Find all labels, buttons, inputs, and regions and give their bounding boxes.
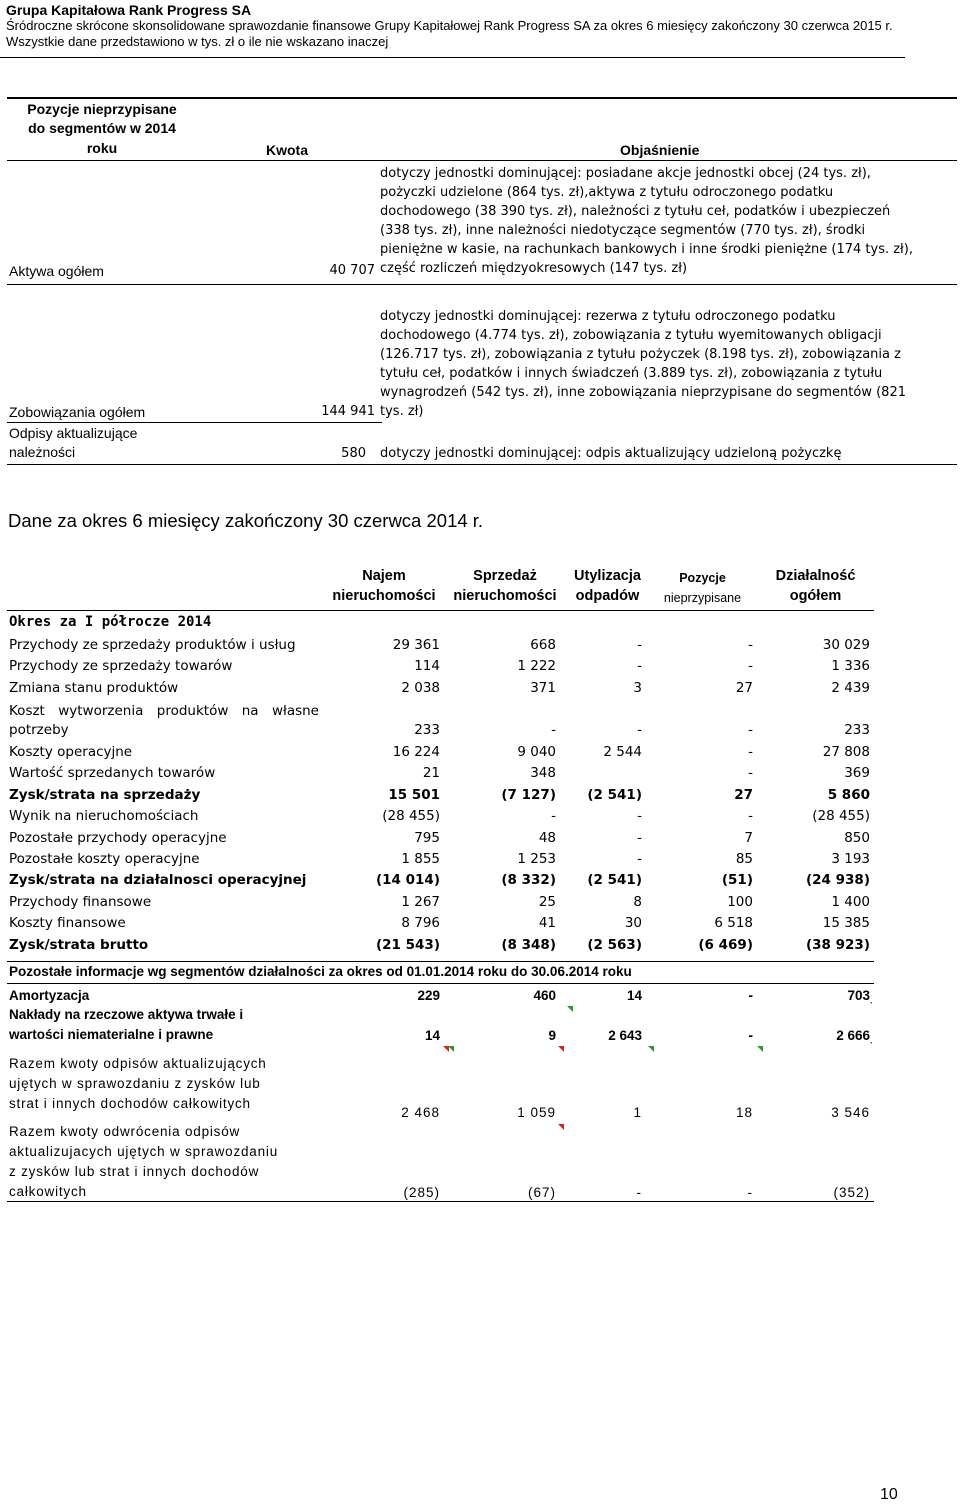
cell-value: 48	[538, 829, 556, 846]
cell-value: 8 796	[401, 915, 440, 932]
col-header-total: Działalność ogółem	[775, 568, 856, 604]
cell-value: (67)	[527, 1185, 556, 1200]
explanation-writeoffs: dotyczy jednostki dominującej: odpis aktualizujący udzieloną pożyczkę	[380, 446, 842, 461]
cell-value: 850	[844, 829, 870, 846]
table-row	[9, 828, 874, 849]
row-label: Zysk/strata na sprzedaży	[9, 786, 201, 803]
cell-value: -	[637, 829, 642, 846]
table-row	[9, 806, 874, 827]
col-header-sale: Sprzedaż nieruchomości	[453, 568, 557, 604]
row-label: Przychody finansowe	[9, 893, 152, 910]
cell-value: -	[551, 722, 556, 738]
row-label: Nakłady na rzeczowe aktywa trwałe i wartości niematerialne i prawne	[9, 1007, 244, 1042]
table-row	[9, 935, 874, 956]
cell-value: (28 455)	[812, 808, 870, 825]
row-border	[7, 284, 957, 285]
other-info-title: Pozostałe informacje wg segmentów działalności za okres od 01.01.2014 roku do 30.06.2014 roku	[9, 964, 632, 979]
cell-value: 15 385	[822, 915, 870, 932]
row-label-writeoffs: Odpisy aktualizujące należności	[9, 425, 138, 460]
section-title: Dane za okres 6 miesięcy zakończony 30 czerwca 2014 r.	[8, 510, 484, 531]
table-row	[9, 635, 874, 656]
amount-writeoffs: 580	[341, 446, 366, 461]
cell-value: 1 855	[401, 851, 440, 867]
cell-value: 114	[414, 658, 440, 675]
table-row	[9, 763, 874, 784]
cell-value: 25	[538, 893, 556, 910]
other-title-border	[7, 983, 874, 984]
row-label: Wartość sprzedanych towarów	[9, 765, 216, 782]
cell-value: -	[748, 988, 753, 1003]
row-label-liabilities: Zobowiązania ogółem	[9, 404, 146, 420]
comment-marker-green	[757, 1046, 763, 1052]
cell-value: 5 860	[827, 786, 870, 803]
explanation-assets: dotyczy jednostki dominującej: posiadane akcje jednostki obcej (24 tys. zł), pożyczki udzielone (864 tys. zł),aktywa z tytułu odroczonego podatku dochodowego (38 390 tys. zł), należności z tytułu ceł, podatków i ubezpieczeń (338 tys. zł), inne należności niedotyczące segmentów (770 tys. zł), środki pieniężne w kasie, na rachunkach bankowych i inne środki pieniężne (174 tys. zł), część rozliczeń międzyokresowych (147 tys. zł)	[380, 166, 913, 276]
comment-marker-green	[448, 1046, 454, 1052]
comment-marker-small	[870, 1042, 872, 1044]
cell-value: (2 541)	[587, 872, 642, 889]
cell-value: 2 544	[603, 744, 642, 760]
cell-value: (21 543)	[375, 936, 440, 953]
amount-assets: 40 707	[329, 263, 375, 278]
cell-value: 2 439	[831, 679, 870, 696]
explanation-liabilities: dotyczy jednostki dominującej: rezerwa z tytułu odroczonego podatku dochodowego (4.774 tys. zł), zobowiązania z tytułu wyemitowanych obligacji (126.717 tys. zł), zobowiązania z tytułu pożyczek (8.198 tys. zł), zobowiązania z tytułu ceł, podatków i innych świadczeń (3.889 tys. zł), zobowiązania z tytułu wynagrodzeń (542 tys. zł), inne zobowiązania nieprzypisane do segmentów (821 tys. zł)	[380, 309, 906, 419]
row-label: Wynik na nieruchomościach	[9, 808, 199, 825]
cell-value: 1 336	[831, 658, 870, 675]
segments-header-border	[7, 610, 874, 611]
cell-value: -	[637, 722, 642, 738]
cell-value: 30	[624, 915, 642, 932]
table-top-border	[7, 97, 957, 99]
cell-value: 3 546	[831, 1105, 870, 1120]
cell-value: 2 643	[608, 1028, 642, 1043]
col-header-unallocated: Pozycje nieprzypisane	[663, 571, 742, 605]
cell-value: 9 040	[517, 744, 556, 760]
row-label: Koszty finansowe	[9, 915, 126, 932]
cell-value: 1 059	[517, 1105, 556, 1120]
cell-value: 27 808	[822, 744, 870, 760]
cell-value: 229	[417, 988, 440, 1003]
row-label: Zysk/strata brutto	[9, 936, 149, 953]
cell-value: (38 923)	[805, 936, 870, 953]
cell-value: 1 253	[517, 851, 556, 867]
document-header	[6, 2, 956, 50]
cell-value: -	[551, 808, 556, 825]
table-row	[9, 1182, 874, 1203]
cell-value: 668	[530, 637, 556, 653]
cell-value: 14	[424, 1028, 440, 1043]
header-row-border	[7, 160, 957, 161]
cell-value: 1	[633, 1105, 642, 1120]
cell-value: -	[748, 637, 753, 653]
report-subtitle: Śródroczne skrócone skonsolidowane sprawozdanie finansowe Grupy Kapitałowej Rank Progress SA za okres 6 miesięcy zakończony 30 czerwca 2015 r.	[6, 18, 893, 33]
col-header-amount: Kwota	[266, 142, 308, 158]
row-label: Amortyzacja	[9, 988, 90, 1003]
table-row	[9, 870, 874, 891]
cell-value: (51)	[721, 872, 753, 889]
cell-value: (24 938)	[805, 872, 870, 889]
other-top-border	[7, 961, 874, 962]
table-row	[9, 892, 874, 913]
row-label: Koszt wytworzenia produktów na własne potrzeby	[9, 703, 319, 738]
table-row	[9, 656, 874, 677]
cell-value: -	[748, 744, 753, 760]
table-row	[9, 678, 874, 699]
cell-value: 100	[727, 893, 753, 910]
table-row	[9, 1025, 874, 1046]
cell-value: 703	[847, 988, 870, 1003]
cell-value: -	[747, 1185, 753, 1200]
cell-value: 2 468	[401, 1105, 440, 1120]
units-note: Wszystkie dane przedstawiono w tys. zł o ile nie wskazano inaczej	[6, 34, 389, 49]
cell-value: -	[748, 1028, 753, 1043]
row-label: Przychody ze sprzedaży produktów i usług	[9, 637, 296, 653]
cell-value: -	[637, 851, 642, 867]
cell-value: -	[748, 658, 753, 675]
cell-value: (8 348)	[501, 936, 556, 953]
cell-value: 1 267	[401, 893, 440, 910]
cell-value: 6 518	[714, 915, 753, 932]
cell-value: -	[637, 637, 642, 653]
cell-value: 8	[633, 893, 642, 910]
comment-marker-small	[870, 1002, 872, 1004]
cell-value: -	[637, 658, 642, 675]
cell-value: 85	[735, 851, 753, 867]
cell-value: 369	[844, 765, 870, 782]
row-label: Razem kwoty odpisów aktualizujących ujętych w sprawozdaniu z zysków lub strat i innych dochodów całkowitych	[9, 1056, 267, 1111]
cell-value: 3	[633, 679, 642, 696]
cell-value: 1 400	[831, 893, 870, 910]
comment-marker-red	[558, 1046, 564, 1052]
amount-liabilities: 144 941	[321, 404, 375, 419]
company-name: Grupa Kapitałowa Rank Progress SA	[6, 2, 252, 18]
cell-value: 29 361	[392, 637, 440, 653]
cell-value: 21	[422, 765, 440, 782]
table-row	[9, 849, 874, 870]
cell-value: (2 541)	[587, 786, 642, 803]
row-label: Razem kwoty odwrócenia odpisów aktualizujacych ujętych w sprawozdaniu z zysków lub strat i innych dochodów całkowitych	[9, 1124, 279, 1199]
cell-value: 15 501	[388, 786, 440, 803]
header-divider	[0, 57, 905, 58]
cell-value: 795	[414, 829, 440, 846]
cell-value: 41	[538, 915, 556, 932]
comment-marker-red	[558, 1124, 564, 1130]
cell-value: (285)	[403, 1185, 440, 1200]
cell-value: -	[636, 1185, 642, 1200]
cell-value: 14	[626, 988, 642, 1003]
page-number: 10	[880, 1486, 898, 1503]
cell-value: 1 222	[517, 658, 556, 675]
cell-value: 18	[735, 1105, 753, 1120]
cell-value: 2 038	[401, 679, 440, 696]
cell-value: (14 014)	[375, 872, 440, 889]
cell-value: 460	[533, 988, 556, 1003]
row-label: Zmiana stanu produktów	[9, 679, 179, 696]
other-bottom-border	[7, 1201, 874, 1202]
table-row	[9, 913, 874, 934]
comment-marker-green	[567, 1006, 573, 1012]
cell-value: -	[748, 722, 753, 738]
cell-value: 7	[744, 829, 753, 846]
cell-value: 2 666	[836, 1028, 870, 1043]
cell-value: 9	[548, 1028, 556, 1043]
table-row	[9, 1102, 874, 1123]
table-row	[9, 742, 874, 763]
col-header-waste: Utylizacja odpadów	[574, 568, 641, 604]
cell-value: 16 224	[392, 744, 440, 760]
cell-value: 3 193	[831, 851, 870, 867]
row-label: Pozostałe przychody operacyjne	[9, 829, 227, 846]
cell-value: (352)	[833, 1185, 870, 1200]
table-row	[9, 985, 874, 1006]
row-label: Przychody ze sprzedaży towarów	[9, 658, 233, 675]
cell-value: (6 469)	[698, 936, 753, 953]
cell-value: -	[748, 765, 753, 782]
cell-value: 27	[735, 679, 753, 696]
cell-value: 371	[530, 679, 556, 696]
col-header-explanation: Objaśnienie	[620, 142, 700, 158]
cell-value: 27	[734, 786, 753, 803]
row-label: Koszty operacyjne	[9, 744, 133, 760]
table-bottom-border	[7, 464, 957, 465]
row-label: Zysk/strata na działalnosci operacyjnej	[9, 872, 307, 889]
cell-value: (2 563)	[587, 936, 642, 953]
row-label-assets: Aktywa ogółem	[9, 263, 104, 279]
cell-value: 348	[530, 765, 556, 782]
col-header-item: Pozycje nieprzypisane do segmentów w 2014 roku	[27, 101, 177, 156]
cell-value: 233	[844, 722, 870, 738]
cell-value: 30 029	[822, 637, 870, 653]
table-row	[9, 785, 874, 806]
cell-value: -	[748, 808, 753, 825]
cell-value: (28 455)	[382, 808, 440, 825]
row-label: Pozostałe koszty operacyjne	[9, 851, 200, 867]
row-border	[7, 422, 382, 423]
col-header-rental: Najem nieruchomości	[332, 568, 436, 604]
cell-value: (7 127)	[501, 786, 556, 803]
table-row	[9, 720, 874, 741]
cell-value: -	[637, 808, 642, 825]
period-label: Okres za I półrocze 2014	[9, 614, 212, 630]
cell-value: 233	[414, 722, 440, 738]
cell-value: (8 332)	[501, 872, 556, 889]
comment-marker-green	[648, 1046, 654, 1052]
